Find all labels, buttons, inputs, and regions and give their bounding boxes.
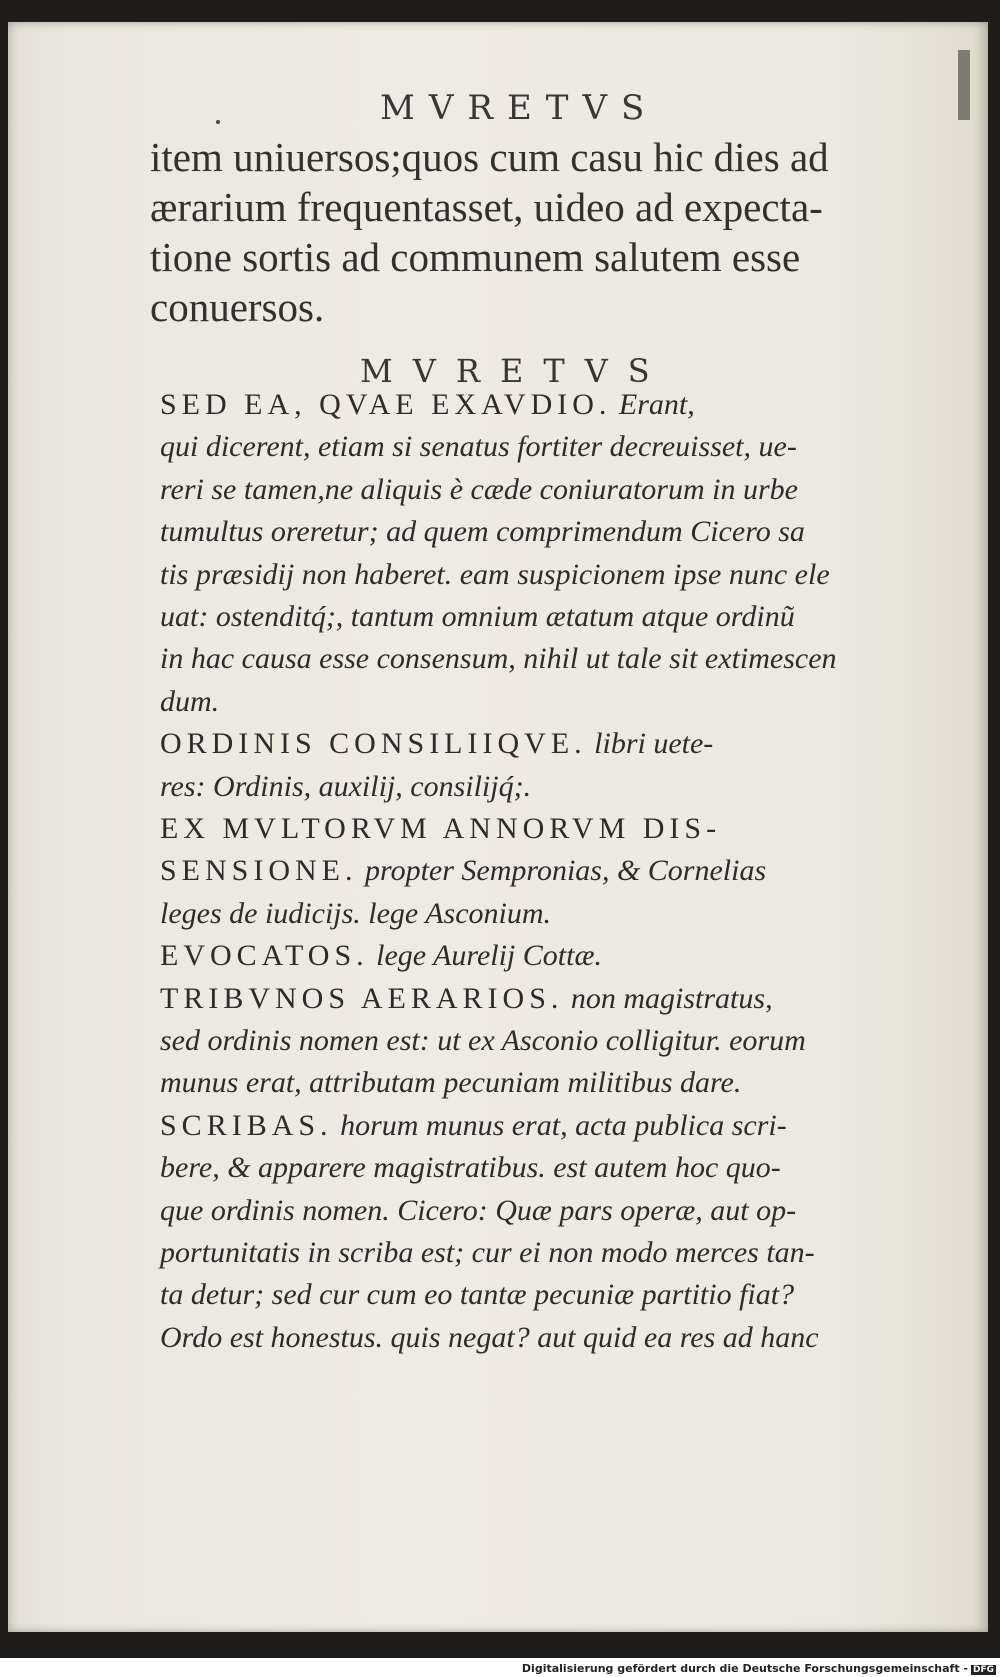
note-text: ta detur; sed cur cum eo tantæ pecuniæ partitio fiat? [160, 1278, 795, 1312]
section-heading: MVRETVS [360, 352, 670, 390]
note-lemma: EX MVLTORVM ANNORVM DIS- [160, 812, 722, 845]
note-text: non magistratus, [570, 981, 773, 1015]
paragraph-line: conuersos. [150, 284, 325, 330]
note-lemma: SCRIBAS. [160, 1108, 333, 1142]
note-text: tumultus oreretur; ad quem comprimendum Cicero sa [160, 515, 805, 549]
note-line [160, 897, 930, 931]
note-line [160, 939, 930, 973]
paragraph-line: tione sortis ad communem salutem esse [150, 234, 801, 280]
note-line [160, 770, 930, 804]
note-text: propter Sempronias, & Cornelias [365, 854, 767, 888]
note-text: res: Ordinis, auxilij, consilijq́;. [160, 769, 532, 803]
note-text: horum munus erat, acta publica scri- [340, 1108, 787, 1142]
note-line [160, 388, 930, 422]
note-line [160, 1278, 930, 1312]
note-line [160, 515, 930, 549]
note-line [160, 1321, 930, 1355]
note-text: Ordo est honestus. quis negat? aut quid ea res ad hanc [160, 1320, 819, 1354]
footer-credit [522, 1662, 996, 1675]
page-edge-shadow [958, 50, 970, 120]
note-line [160, 558, 930, 592]
note-line [160, 1109, 930, 1143]
note-text: lege Aurelij Cottæ. [376, 939, 602, 973]
note-line [160, 812, 930, 846]
note-text: in hac causa esse consensum, nihil ut tale sit extimescen [160, 642, 837, 676]
note-line [160, 642, 930, 676]
paragraph-line: ærarium frequentasset, uideo ad expecta- [150, 184, 823, 230]
note-text: sed ordinis nomen est: ut ex Asconio colligitur. eorum [160, 1024, 806, 1057]
note-text: Erant, [618, 388, 695, 421]
note-text: reri se tamen,ne aliquis è cæde coniuratorum in urbe [160, 472, 798, 506]
note-line [160, 727, 930, 761]
note-text: portunitatis in scriba est; cur ei non modo merces tan- [160, 1236, 815, 1269]
note-text: munus erat, attributam pecuniam militibus dare. [160, 1066, 742, 1100]
dfg-logo: DFG [972, 1665, 994, 1675]
note-line [160, 685, 930, 719]
ink-dot [216, 120, 220, 124]
note-line [160, 600, 930, 634]
note-line [160, 1194, 930, 1228]
note-line [160, 1236, 930, 1270]
note-text: que ordinis nomen. Cicero: Quæ pars operæ, aut op- [160, 1193, 797, 1227]
note-line [160, 473, 930, 507]
note-line [160, 1024, 930, 1058]
note-text: bere, & apparere magistratibus. est autem hoc quo- [160, 1151, 781, 1185]
note-line [160, 430, 930, 464]
note-line [160, 982, 930, 1016]
note-line [160, 1151, 930, 1185]
note-text: leges de iudicijs. lege Asconium. [160, 896, 552, 930]
note-lemma: EVOCATOS. [160, 939, 369, 973]
footer-text: Digitalisierung gefördert durch die Deutsche Forschungsgemeinschaft - [521, 1662, 968, 1675]
note-lemma: TRIBVNOS AERARIOS. [160, 981, 564, 1015]
note-text: uat: ostenditq́;, tantum omnium ætatum atque ordinũ [160, 600, 795, 633]
note-lemma: SED EA, QVAE EXAVDIO. [160, 388, 612, 421]
note-line [160, 1066, 930, 1100]
note-text: dum. [160, 684, 220, 718]
note-lemma: SENSIONE. [160, 854, 358, 888]
paragraph-line: item uniuersos;quos cum casu hic dies ad [150, 134, 829, 180]
note-lemma: ORDINIS CONSILIIQVE. [160, 727, 587, 761]
note-text: qui dicerent, etiam si senatus fortiter decreuisset, ue- [160, 430, 797, 464]
running-head: MVRETVS [380, 88, 659, 128]
note-text: libri uete- [594, 727, 714, 761]
note-text: tis præsidij non haberet. eam suspicionem ipse nunc ele [160, 557, 830, 591]
note-line [160, 854, 930, 888]
